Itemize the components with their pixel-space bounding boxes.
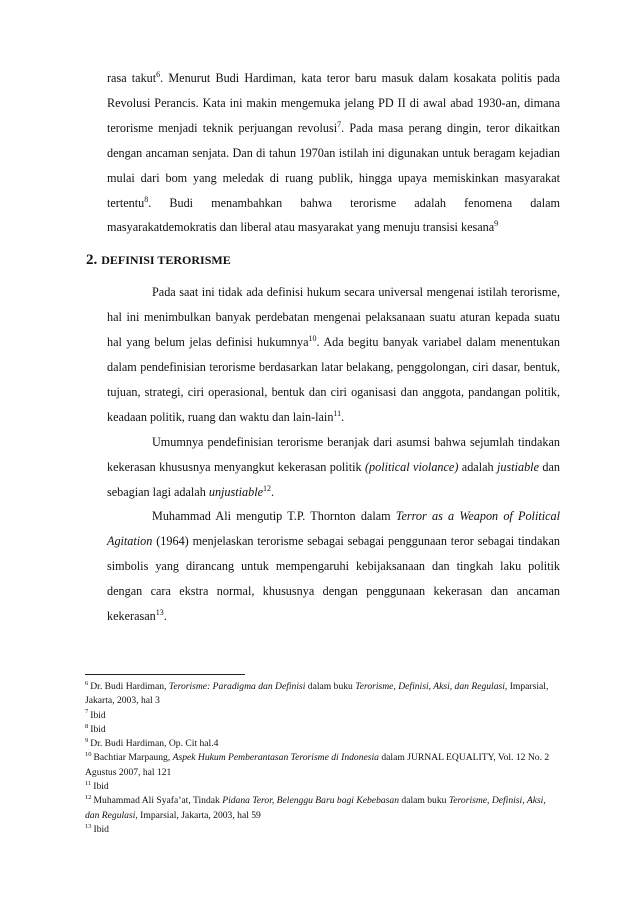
footnote-number: 7 xyxy=(85,708,89,716)
footnote xyxy=(85,823,555,837)
footnote-ref: 8 xyxy=(144,194,149,204)
footnote-text: dalam JURNAL EQUALITY, Vol. 12 No. 2 Agustus 2007, hal 121 xyxy=(85,752,550,778)
text-run: Muhammad Ali mengutip T.P. Thornton dalam xyxy=(152,509,396,524)
footnote-text: Bachtiar Marpaung, xyxy=(93,752,173,764)
text-run: . Pada masa perang dingin, teror dikaitkan dengan ancaman senjata. Dan di tahun 1970an istilah ini digunakan untuk beragam kejadian mulai dari bom yang meledak di ruang publik, hingga upaya memiskinkan masyarakat tertentu xyxy=(107,120,560,210)
footnote-text: Ibid xyxy=(93,823,109,835)
footnote-text: dalam buku xyxy=(399,795,449,807)
footnote-ref: 11 xyxy=(333,408,342,418)
footnote-ref: 13 xyxy=(155,607,164,617)
footnote-ref: 10 xyxy=(308,334,317,343)
footnote-ref: 9 xyxy=(494,219,499,229)
footnote xyxy=(85,780,555,794)
section-title: DEFINISI TERORISME xyxy=(101,253,231,268)
italic-term: unjustiable xyxy=(208,484,264,499)
footnote-italic: Aspek Hukum Pemberantasan Terorisme di Indonesia xyxy=(172,752,379,764)
section-number: 2. xyxy=(86,252,98,269)
footnote-ref: 6 xyxy=(156,69,161,79)
footnote-text: Dr. Budi Hardiman, Op. Cit hal.4 xyxy=(90,738,219,750)
footnote-number: 8 xyxy=(85,722,89,730)
footnote-separator xyxy=(85,674,245,675)
footnote-text: , Imparsial, Jakarta, 2003, hal 3 xyxy=(85,681,549,707)
footnote-italic: Terorisme, Definisi, Aksi, dan Regulasi xyxy=(85,795,546,821)
paragraph-assumption xyxy=(107,430,560,505)
footnote xyxy=(85,794,555,823)
text-run: Pada saat ini tidak ada definisi hukum secara universal mengenai istilah terorisme, hal ini menimbulkan banyak perdebatan mengenai pelaksanaan suatu aturan kepada suatu hal yang belum jelas definisi hukumnya xyxy=(107,285,560,350)
text-run: . xyxy=(163,609,167,624)
footnote-text: Muhammad Ali Syafa’at, Tindak xyxy=(93,795,223,807)
footnote-ref: 7 xyxy=(337,119,342,129)
text-run: adalah xyxy=(458,459,497,474)
footnote xyxy=(85,709,555,723)
italic-title: Terror as a Weapon of Political Agitation xyxy=(107,509,560,549)
italic-term: justiable xyxy=(497,459,539,474)
text-run: . Budi menambahkan bahwa terorisme adalah fenomena dalam masyarakatdemokratis dan liberal atau masyarakat yang menuju transisi kesana xyxy=(107,195,560,235)
text-run: Umumnya pendefinisian terorisme beranjak dari asumsi bahwa sejumlah tindakan kekerasan khususnya menyangkut kekerasan politik xyxy=(107,434,560,474)
footnote-number: 9 xyxy=(85,737,89,744)
text-run: . xyxy=(341,409,345,424)
text-run: . xyxy=(271,484,275,499)
footnote-number: 11 xyxy=(85,779,92,787)
footnote-text: Ibid xyxy=(90,723,106,735)
footnote xyxy=(85,737,555,751)
footnote-number: 13 xyxy=(85,822,92,830)
footnote-text: , Imparsial, Jakarta, 2003, hal 59 xyxy=(135,809,261,821)
text-run: . Ada begitu banyak variabel dalam menentukan dalam pendefinisian terorisme berdasarkan latar belakang, penggolongan, ciri dasar, bentuk, tujuan, strategi, ciri operasional, bentuk dan ciri oganisasi dan anggota, pandangan politik, keadaan politik, ruang dan waktu dan lain-lain xyxy=(107,335,560,424)
italic-term: (political violance) xyxy=(364,459,459,474)
footnote-italic: Terorisme: Paradigma dan Definisi xyxy=(168,681,306,692)
footnote xyxy=(85,680,555,709)
body-text xyxy=(86,66,560,629)
footnote xyxy=(85,751,555,780)
footnote xyxy=(85,723,555,737)
section-heading xyxy=(86,248,560,273)
footnote-ref: 12 xyxy=(263,483,272,493)
footnote-number: 6 xyxy=(85,679,89,687)
footnote-text: Ibid xyxy=(90,709,106,721)
paragraph-continuation xyxy=(107,66,560,240)
footnote-italic: Terorisme, Definisi, Aksi, dan Regulasi xyxy=(355,681,505,692)
footnote-number: 12 xyxy=(85,794,92,802)
footnote-text: Ibid xyxy=(93,781,109,793)
footnote-number: 10 xyxy=(85,751,92,759)
footnote-text: dalam buku xyxy=(305,681,356,692)
footnote-italic: Pidana Teror, Belenggu Baru bagi Kebebasan xyxy=(222,795,399,807)
text-run: dan sebagian lagi adalah xyxy=(107,459,560,499)
footnotes xyxy=(85,680,555,837)
text-run: rasa takut xyxy=(107,71,157,85)
text-run: . Menurut Budi Hardiman, kata teror baru masuk dalam kosakata politis pada Revolusi Perancis. Kata ini makin mengemuka jelang PD II di awal abad 1930-an, dimana terorisme menjadi teknik perjuangan revolusi xyxy=(107,71,560,135)
paragraph-definition xyxy=(107,280,560,429)
text-run: (1964) menjelaskan terorisme sebagai sebagai penggunaan teror sebagai tindakan simbolis yang dirancang untuk mempengaruhi kebijaksanaan dan tingkah laku politik dengan cara ekstra normal, khususnya dengan penggunaan kekerasan dan ancaman kekerasan xyxy=(107,534,560,624)
paragraph-thornton xyxy=(107,504,560,629)
footnote-text: Dr. Budi Hardiman, xyxy=(90,681,169,692)
